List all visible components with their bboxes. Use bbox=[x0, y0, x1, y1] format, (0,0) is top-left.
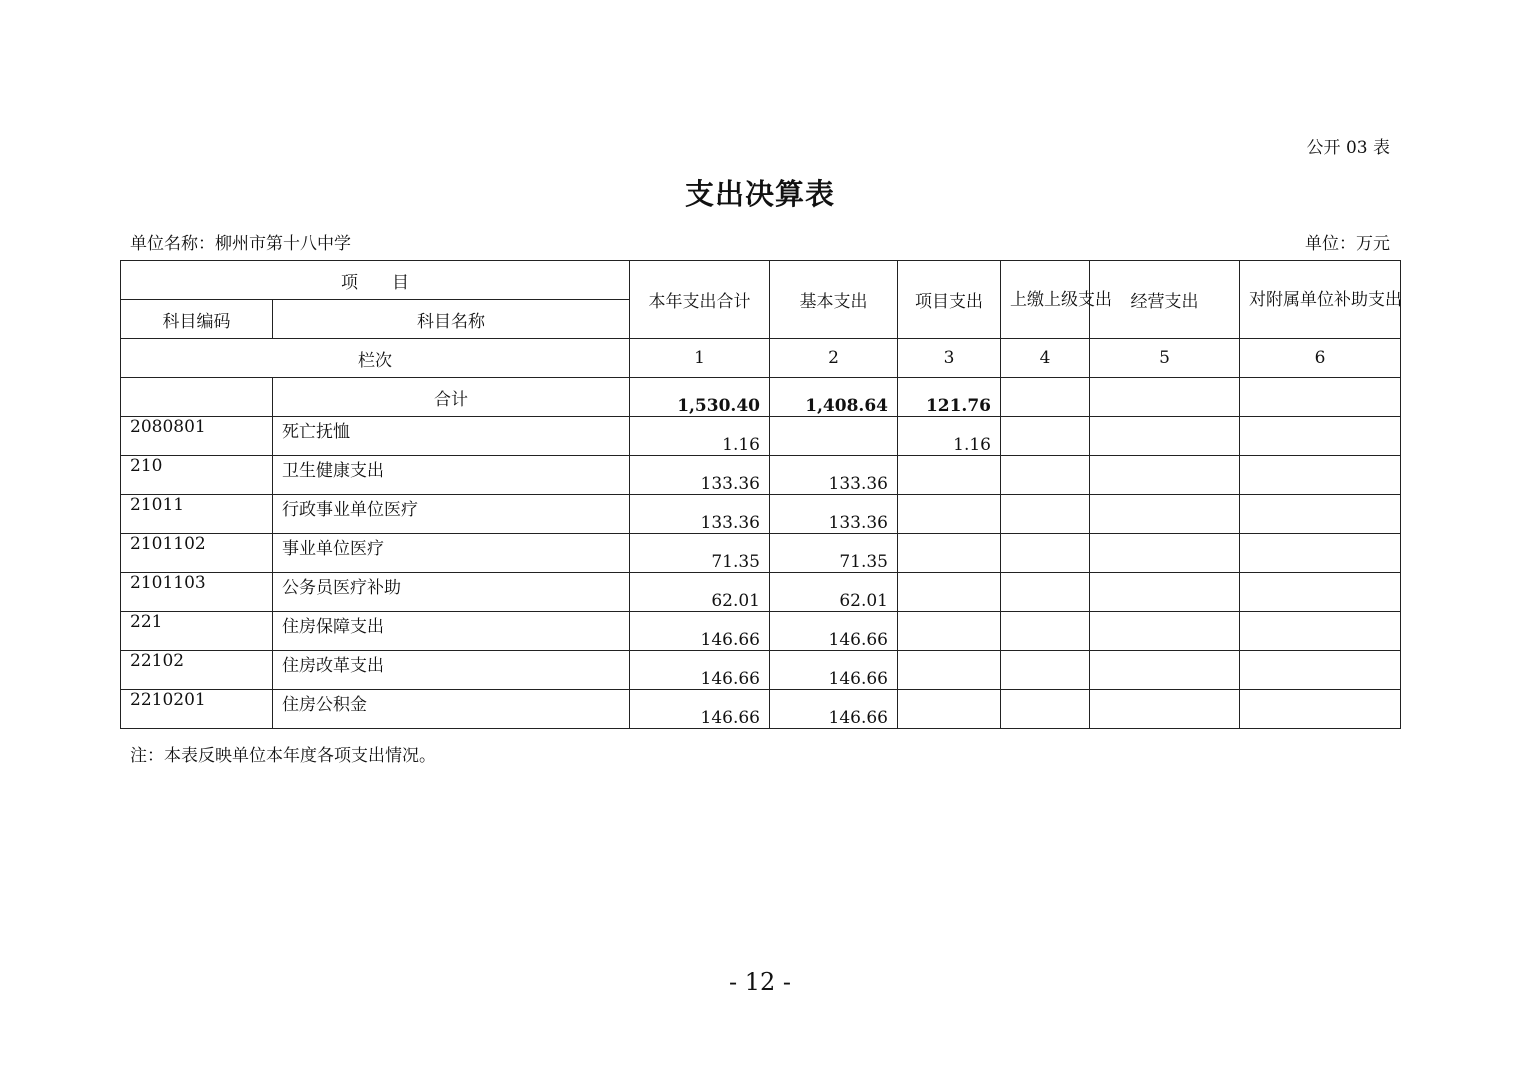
subject-name-cell: 卫生健康支出 bbox=[273, 456, 630, 495]
value-cell bbox=[898, 690, 1001, 729]
total-label: 合计 bbox=[273, 378, 630, 417]
subject-code-cell: 2080801 bbox=[121, 417, 273, 456]
value-cell bbox=[1240, 495, 1401, 534]
table-row bbox=[121, 612, 1401, 651]
column-index-cell: 1 bbox=[630, 339, 770, 378]
value-cell: 133.36 bbox=[770, 456, 898, 495]
value-cell: 146.66 bbox=[770, 651, 898, 690]
total-value: 1,530.40 bbox=[630, 378, 770, 417]
value-cell bbox=[1090, 456, 1240, 495]
value-cell: 71.35 bbox=[630, 534, 770, 573]
value-cell: 1.16 bbox=[898, 417, 1001, 456]
subject-name-cell: 住房改革支出 bbox=[273, 651, 630, 690]
header-subsidiary-subsidy: 对附属单位补助支出 bbox=[1240, 261, 1401, 339]
subject-code-cell: 2101103 bbox=[121, 573, 273, 612]
table-row bbox=[121, 534, 1401, 573]
column-index-label: 栏次 bbox=[121, 339, 630, 378]
subject-name-cell: 行政事业单位医疗 bbox=[273, 495, 630, 534]
column-index-cell: 4 bbox=[1001, 339, 1090, 378]
header-upper-payment: 上缴上级支出 bbox=[1001, 261, 1090, 339]
table-row bbox=[121, 456, 1401, 495]
column-index-row bbox=[121, 339, 1401, 378]
value-cell bbox=[1090, 651, 1240, 690]
value-cell bbox=[898, 495, 1001, 534]
value-cell: 71.35 bbox=[770, 534, 898, 573]
value-cell bbox=[1001, 534, 1090, 573]
subject-name-cell: 公务员医疗补助 bbox=[273, 573, 630, 612]
subject-code-cell: 210 bbox=[121, 456, 273, 495]
value-cell: 146.66 bbox=[630, 690, 770, 729]
header-subject-name: 科目名称 bbox=[273, 300, 630, 339]
column-index-cell: 2 bbox=[770, 339, 898, 378]
unit-measure: 单位：万元 bbox=[1305, 234, 1390, 254]
table-row bbox=[121, 495, 1401, 534]
value-cell bbox=[898, 612, 1001, 651]
value-cell bbox=[1090, 573, 1240, 612]
value-cell: 1.16 bbox=[630, 417, 770, 456]
value-cell bbox=[1001, 573, 1090, 612]
value-cell bbox=[1090, 417, 1240, 456]
expenditure-table bbox=[120, 260, 1401, 729]
total-value bbox=[1001, 378, 1090, 417]
subject-name-cell: 住房保障支出 bbox=[273, 612, 630, 651]
header-basic-expense: 基本支出 bbox=[770, 261, 898, 339]
value-cell bbox=[898, 651, 1001, 690]
value-cell bbox=[898, 534, 1001, 573]
unit-name: 单位名称：柳州市第十八中学 bbox=[130, 234, 351, 254]
value-cell bbox=[1001, 417, 1090, 456]
table-note: 注：本表反映单位本年度各项支出情况。 bbox=[130, 746, 436, 766]
form-code: 公开 03 表 bbox=[1306, 138, 1390, 158]
table-row bbox=[121, 651, 1401, 690]
table-row bbox=[121, 690, 1401, 729]
subject-name-cell: 住房公积金 bbox=[273, 690, 630, 729]
subject-name-cell: 死亡抚恤 bbox=[273, 417, 630, 456]
header-subject-code: 科目编码 bbox=[121, 300, 273, 339]
value-cell bbox=[898, 573, 1001, 612]
value-cell: 146.66 bbox=[630, 651, 770, 690]
page-number: - 12 - bbox=[728, 968, 791, 996]
value-cell: 62.01 bbox=[770, 573, 898, 612]
total-value bbox=[1240, 378, 1401, 417]
value-cell bbox=[1001, 690, 1090, 729]
value-cell: 133.36 bbox=[630, 456, 770, 495]
value-cell bbox=[1240, 417, 1401, 456]
subject-name-cell: 事业单位医疗 bbox=[273, 534, 630, 573]
header-project-expense: 项目支出 bbox=[898, 261, 1001, 339]
value-cell: 146.66 bbox=[630, 612, 770, 651]
value-cell bbox=[1240, 534, 1401, 573]
page-title: 支出决算表 bbox=[684, 177, 835, 211]
header-business-expense: 经营支出 bbox=[1090, 261, 1240, 339]
value-cell bbox=[1090, 495, 1240, 534]
header-row-1 bbox=[121, 261, 1401, 300]
header-total-expense: 本年支出合计 bbox=[630, 261, 770, 339]
value-cell bbox=[1001, 651, 1090, 690]
value-cell bbox=[1001, 456, 1090, 495]
column-index-cell: 6 bbox=[1240, 339, 1401, 378]
value-cell bbox=[770, 417, 898, 456]
value-cell bbox=[1090, 690, 1240, 729]
header-item-group: 项 目 bbox=[121, 261, 630, 300]
subject-code-cell: 2210201 bbox=[121, 690, 273, 729]
subject-code-cell: 221 bbox=[121, 612, 273, 651]
value-cell bbox=[1240, 651, 1401, 690]
subject-code-cell: 21011 bbox=[121, 495, 273, 534]
value-cell bbox=[1090, 534, 1240, 573]
value-cell bbox=[1090, 612, 1240, 651]
total-value: 1,408.64 bbox=[770, 378, 898, 417]
value-cell bbox=[1240, 456, 1401, 495]
value-cell bbox=[898, 456, 1001, 495]
total-code-cell bbox=[121, 378, 273, 417]
total-value bbox=[1090, 378, 1240, 417]
subject-code-cell: 22102 bbox=[121, 651, 273, 690]
value-cell bbox=[1240, 612, 1401, 651]
value-cell: 62.01 bbox=[630, 573, 770, 612]
column-index-cell: 5 bbox=[1090, 339, 1240, 378]
value-cell: 146.66 bbox=[770, 690, 898, 729]
value-cell bbox=[1240, 690, 1401, 729]
value-cell: 146.66 bbox=[770, 612, 898, 651]
total-value: 121.76 bbox=[898, 378, 1001, 417]
column-index-cell: 3 bbox=[898, 339, 1001, 378]
subject-code-cell: 2101102 bbox=[121, 534, 273, 573]
value-cell bbox=[1001, 495, 1090, 534]
value-cell: 133.36 bbox=[770, 495, 898, 534]
value-cell bbox=[1240, 573, 1401, 612]
total-row bbox=[121, 378, 1401, 417]
table-row bbox=[121, 417, 1401, 456]
value-cell: 133.36 bbox=[630, 495, 770, 534]
table-row bbox=[121, 573, 1401, 612]
value-cell bbox=[1001, 612, 1090, 651]
